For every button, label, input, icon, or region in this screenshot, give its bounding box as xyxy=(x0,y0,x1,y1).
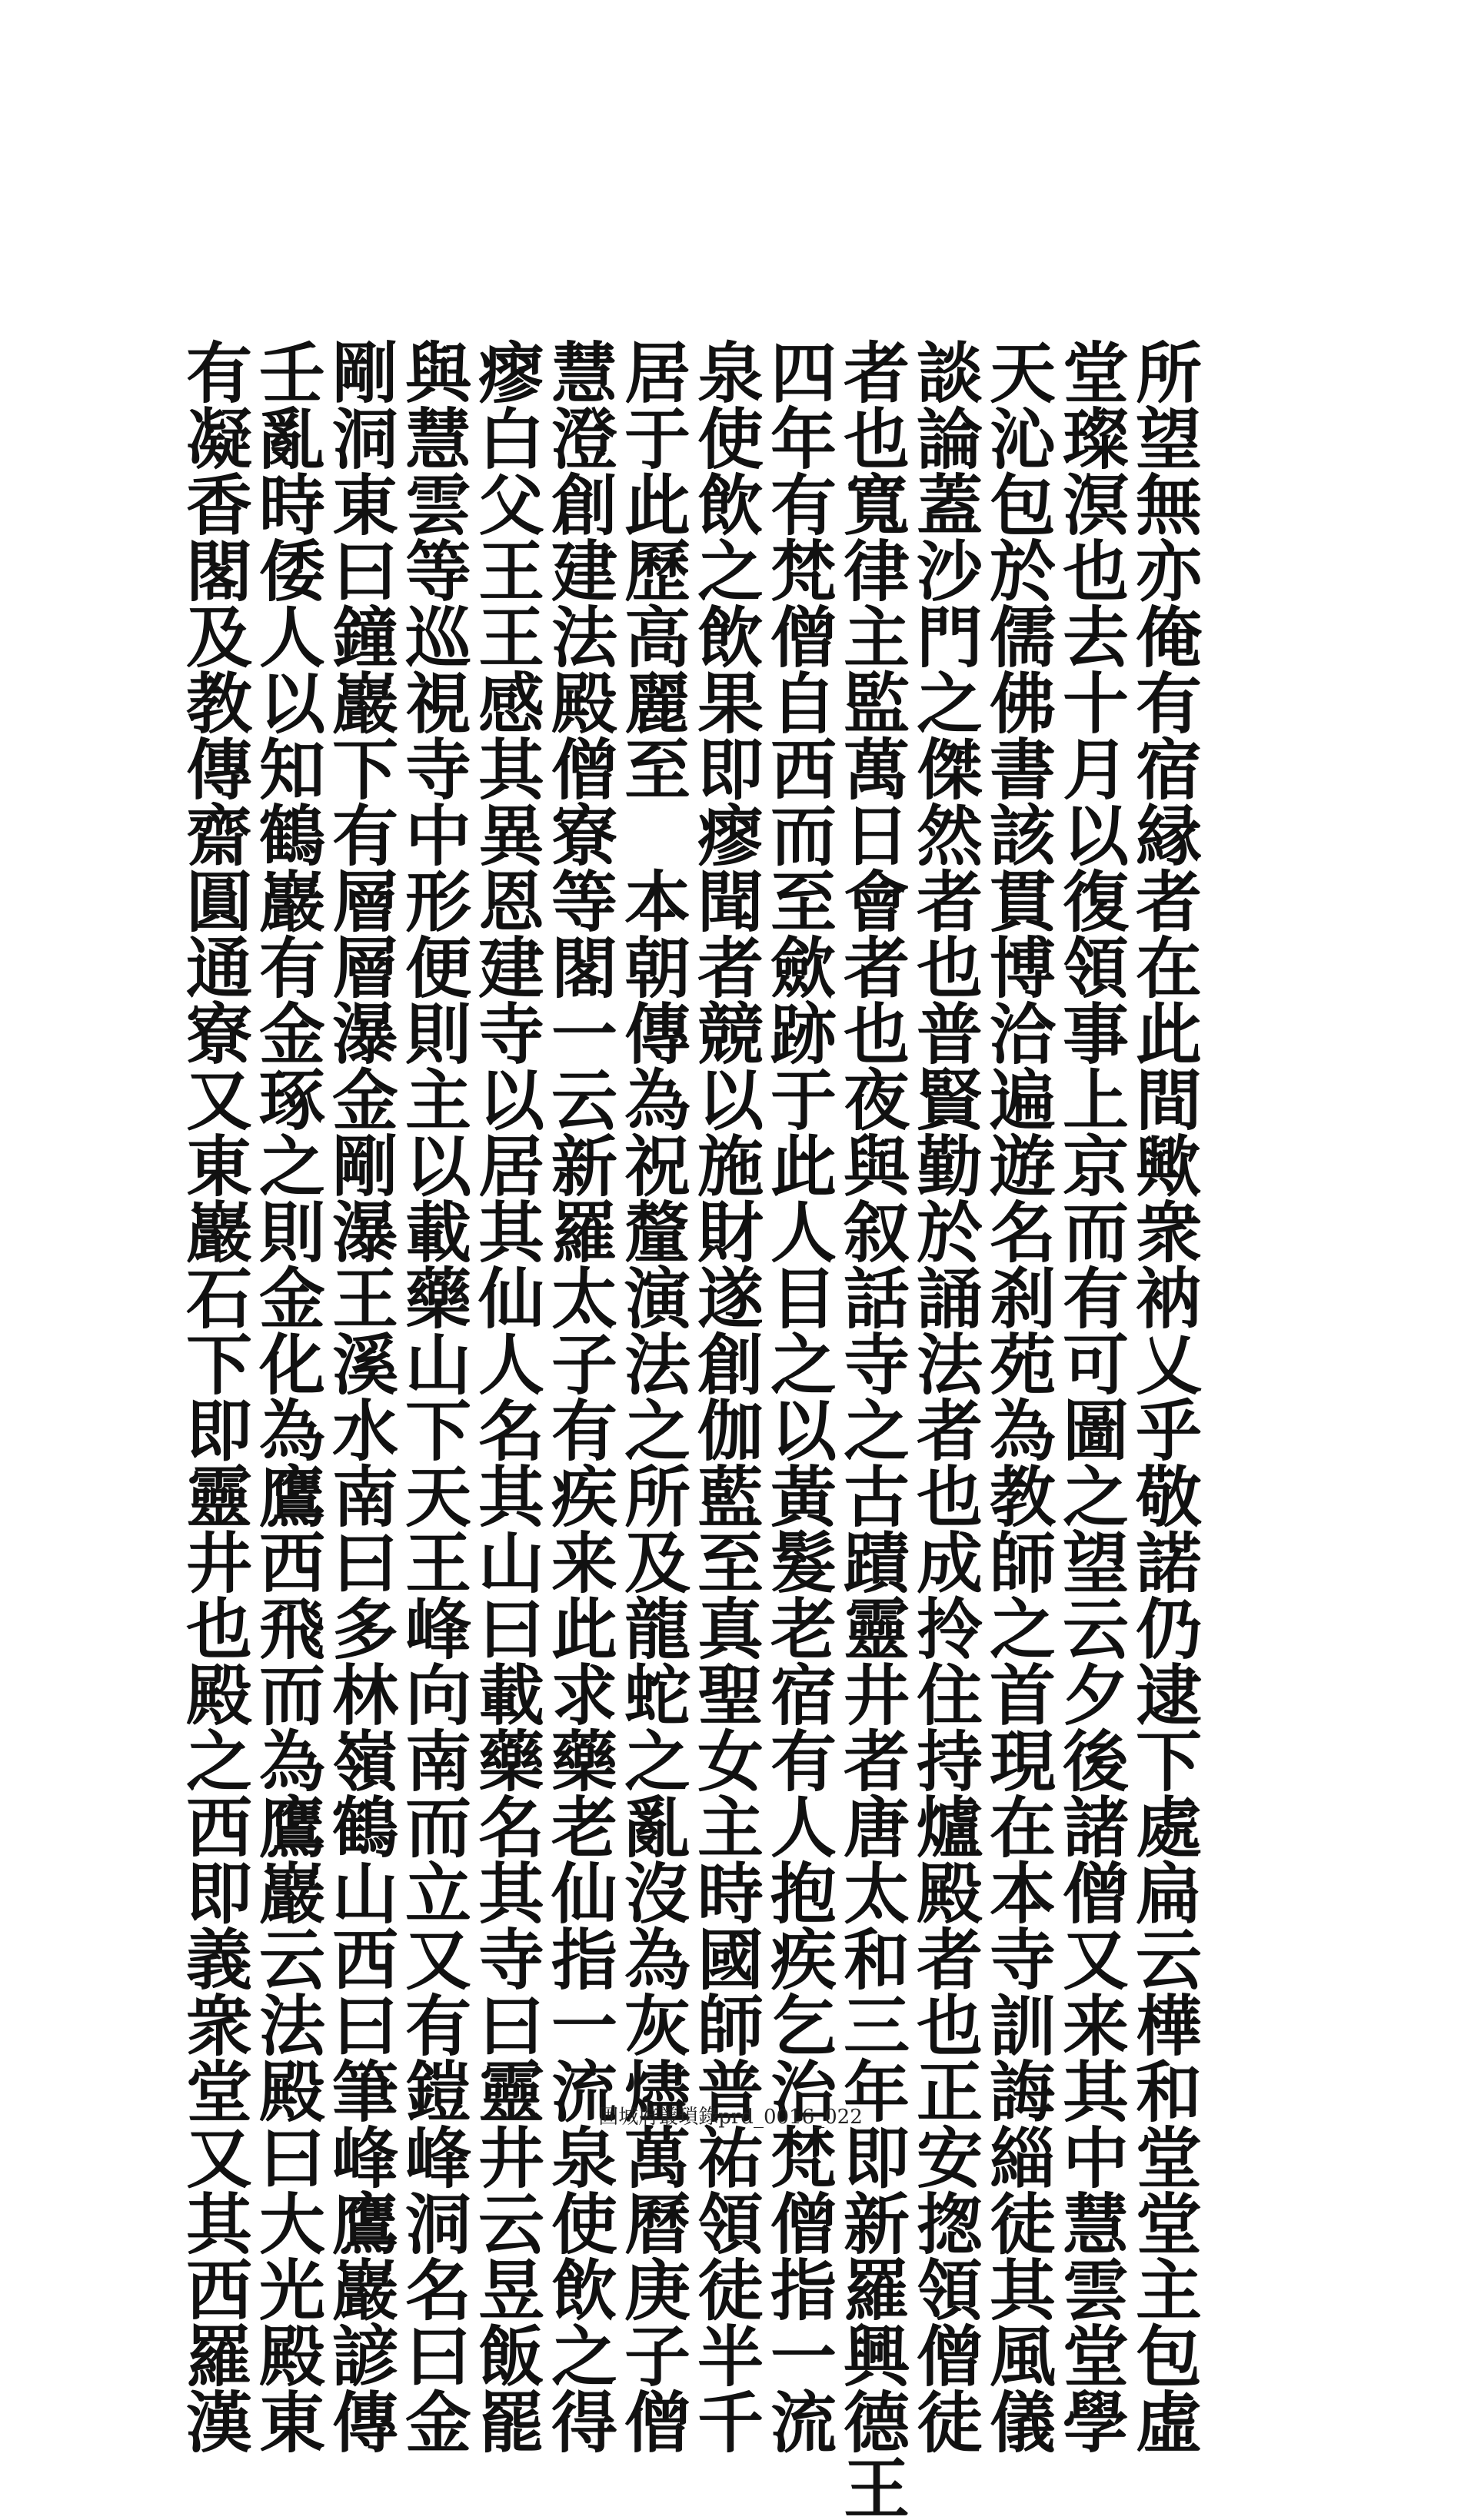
text-column: 談論蓋沙門之傑然者也普賢勤於誦法者也成拎住持爐殿者也正安揔領僧徒 xyxy=(905,338,983,2454)
text-column: 天沁包於儒佛書該貫博洽遍遊名刹苑為教師之首現在本寺訓誨緇徒其風儀 xyxy=(978,338,1056,2454)
text-column: 四年有梵僧自西而至歛跡于此人目之以黃髮老宿有人抱疾乞治梵僧指一流 xyxy=(759,338,837,2454)
text-column: 與慧雲等巡視寺中形便則主以載藥山下天王峰向南而立又有鎧峰洞名曰金 xyxy=(394,338,471,2454)
text-column: 所望無亦俺有宿縁者在此間歟衆衲乂乎敬諾仍逮下處扁云樺和堂堂主包虛 xyxy=(1124,338,1202,2454)
text-column: 泉使飲之飲果即瘳聞者競以施財遂創伽藍至真聖女主時國師普祐領徒半千 xyxy=(686,338,764,2454)
text-column: 瘳白父王王感其異恩建寺以居其仙人名其山曰載藥名其寺曰靈井云昱飯罷 xyxy=(467,338,544,2454)
text-column: 居于此歷高麗至 本朝傳為祝釐演法之所及龍蛇之亂沒為灰燼萬曆庚子僧 xyxy=(613,338,691,2454)
text-column: 壬亂時倭人以知鶴巖有金琢之則金化為鷹西飛而為鷹巖云法殿曰大光殿東 xyxy=(248,338,325,2454)
text-column: 堂璨溟也去十月以復領事上京而有可圖之望云夕後諸僧又来其中慧雲堂學 xyxy=(1051,338,1129,2454)
text-column: 慧澄創建法殿僧寮等閣一云新羅太子有疾来此求藥老仙指一流泉使飲之得 xyxy=(540,338,617,2454)
text-column: 剛洞東曰鐘巖下有層層瀑金剛瀑王溪水南曰多林嶺鶴山西曰筆峰鷹巖諺傳 xyxy=(321,338,398,2454)
text-column: 者也寬律主監萬日會者也夜與叙話寺之古蹟靈井者唐太和三年即新羅興德王 xyxy=(832,338,910,2520)
page-footer-caption: 固城府叢瑣錄prd_0016_022 xyxy=(598,2106,863,2129)
text-column: 有凝香閣及教傳齋圓通寮又東巖石下即靈井也殿之西即義衆堂又其西羅漢 xyxy=(175,338,252,2454)
